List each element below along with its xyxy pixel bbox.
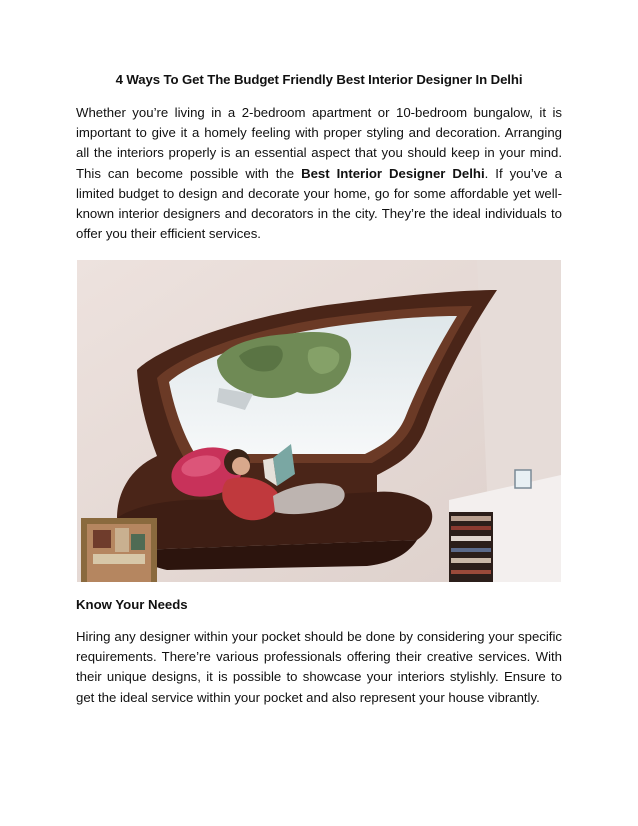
intro-text-before: Whether you’re living in a 2-bedroom apartment or 10-bedroom bungalow, it is important to give it a homely feeling with proper styling and decoration. Arranging all the interiors properly is an essential aspect that you should keep in your mind. This can become possible with the — [76, 105, 562, 181]
section-heading: Know Your Needs — [76, 597, 188, 612]
page-title: 4 Ways To Get The Budget Friendly Best Interior Designer In Delhi — [115, 72, 523, 87]
intro-text-after: . If you’ve a limited budget to design and decorate your home, go for some affordable yet well-known interior designers and decorators in the city. They’re the ideal individuals to offer you their efficient services. — [76, 165, 562, 242]
interior-photo — [77, 260, 561, 582]
intro-paragraph — [76, 103, 562, 244]
window-seat-illustration — [77, 260, 561, 582]
designer-link-text[interactable]: Best Interior Designer Delhi — [301, 165, 485, 181]
section-paragraph: Hiring any designer within your pocket should be done by considering your specific requirements. There’re various professionals offering their creative services. With their unique designs, it is possible to showcase your interiors stylishly. Ensure to get the ideal service within your pocket and also represent your house vibrantly. — [76, 629, 562, 705]
photo-frame — [515, 470, 531, 488]
